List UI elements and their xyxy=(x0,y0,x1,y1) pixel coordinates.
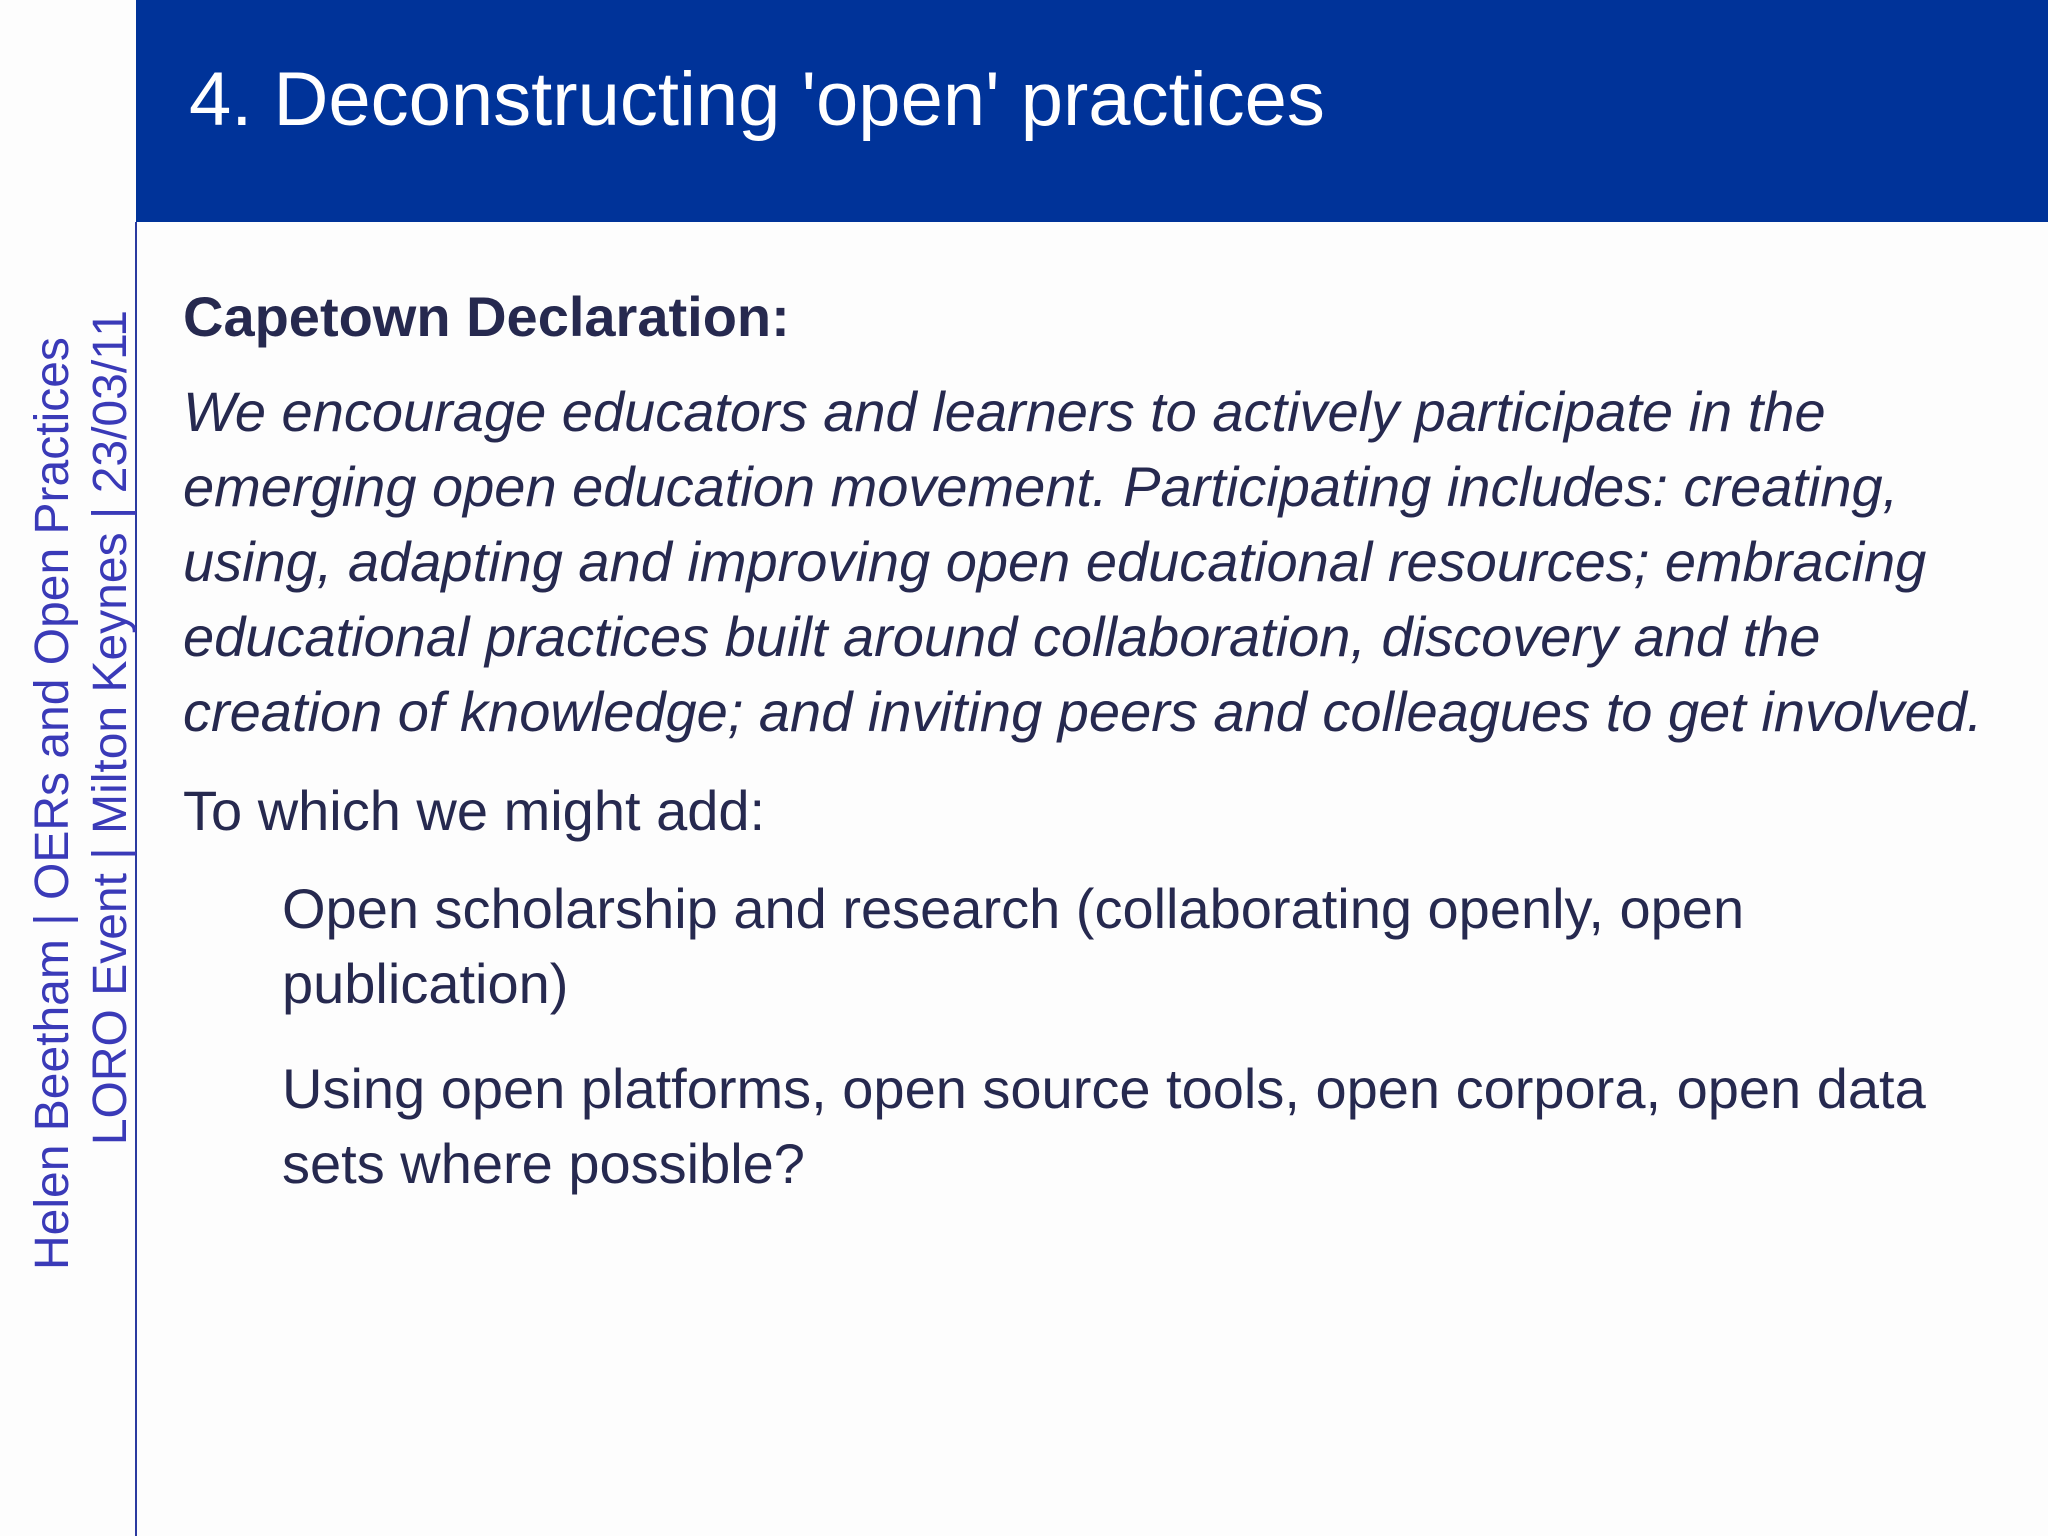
list-item: Open scholarship and research (collaborating openly, open publication) xyxy=(282,877,1745,1015)
side-footer-event: LORO Event | Milton Keynes | 23/03/11 xyxy=(84,310,137,1146)
side-footer xyxy=(24,310,140,1270)
list-item: Using open platforms, open source tools, open corpora, open data sets where possible? xyxy=(282,1057,1926,1195)
lead-text: To which we might add: xyxy=(183,779,766,842)
title-bar xyxy=(136,0,2048,222)
declaration-quote: We encourage educators and learners to actively participate in the emerging open education movement. Participating includes: creating, using, adapting and improving open educational resources; embracing educational practices built around collaboration, discovery and the creation of knowledge; and inviting peers and colleagues to get involved. xyxy=(183,380,1983,743)
addition-list xyxy=(183,871,2003,1201)
slide-body xyxy=(183,282,2003,1231)
side-footer-author: Helen Beetham | OERs and Open Practices xyxy=(26,337,79,1270)
section-heading: Capetown Declaration: xyxy=(183,285,790,348)
slide-title: 4. Deconstructing 'open' practices xyxy=(189,57,1325,142)
